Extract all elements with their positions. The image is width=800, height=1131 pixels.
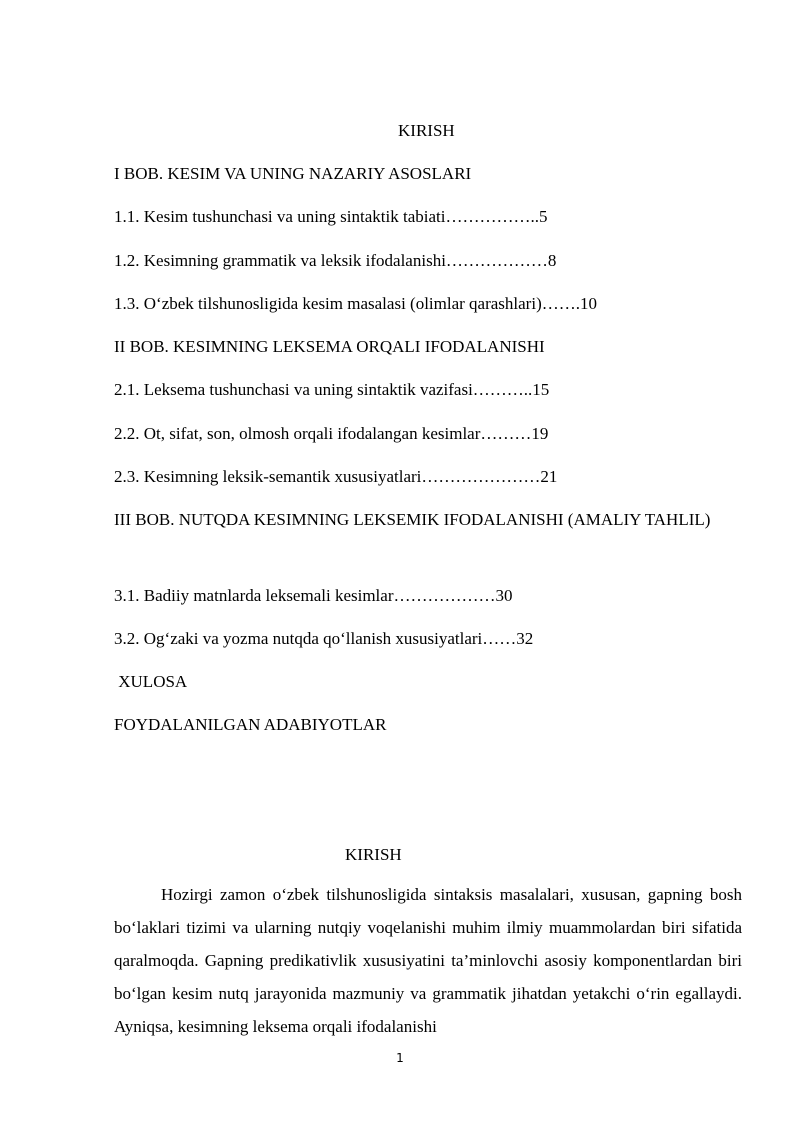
toc-item-2-1: 2.1. Leksema tushunchasi va uning sintaktik vazifasi………..15 [114,380,550,399]
toc-references: FOYDALANILGAN ADABIYOTLAR [114,715,387,734]
toc-item-1-2: 1.2. Kesimning grammatik va leksik ifodalanishi………………8 [114,251,557,270]
toc-item-2-3: 2.3. Kesimning leksik-semantik xususiyatlari…………………21 [114,467,558,486]
toc-chapter-1: I BOB. KESIM VA UNING NAZARIY ASOSLARI [114,164,472,183]
intro-heading: KIRISH [345,845,402,864]
toc-conclusion: XULOSA [114,672,188,691]
toc-item-3-2: 3.2. Og‘zaki va yozma nutqda qo‘llanish xususiyatlari……32 [114,629,534,648]
toc-title: KIRISH [398,121,455,140]
toc-chapter-2: II BOB. KESIMNING LEKSEMA ORQALI IFODALANISHI [114,337,545,356]
page-number: 1 [396,1051,404,1065]
toc-item-1-1: 1.1. Kesim tushunchasi va uning sintaktik tabiati……………..5 [114,207,548,226]
intro-paragraph: Hozirgi zamon o‘zbek tilshunosligida sintaksis masalalari, xususan, gapning bosh bo‘laklari tizimi va ularning nutqiy voqelanishi muhim ilmiy muammolardan biri sifatida qaralmoqda. Gapning predikativlik xususiyatini ta’minlovchi asosiy komponentlardan biri bo‘lgan kesim nutq jarayonida mazmuniy va grammatik jihatdan yetakchi o‘rin egallaydi. Ayniqsa, kesimning leksema orqali ifodalanishi [114,885,742,1036]
toc-item-1-3: 1.3. O‘zbek tilshunosligida kesim masalasi (olimlar qarashlari)…….10 [114,294,597,313]
toc-chapter-3: III BOB. NUTQDA KESIMNING LEKSEMIK IFODALANISHI (AMALIY TAHLIL) [114,510,711,529]
toc-item-2-2: 2.2. Ot, sifat, son, olmosh orqali ifodalangan kesimlar………19 [114,424,549,443]
toc-item-3-1: 3.1. Badiiy matnlarda leksemali kesimlar………………30 [114,586,513,605]
